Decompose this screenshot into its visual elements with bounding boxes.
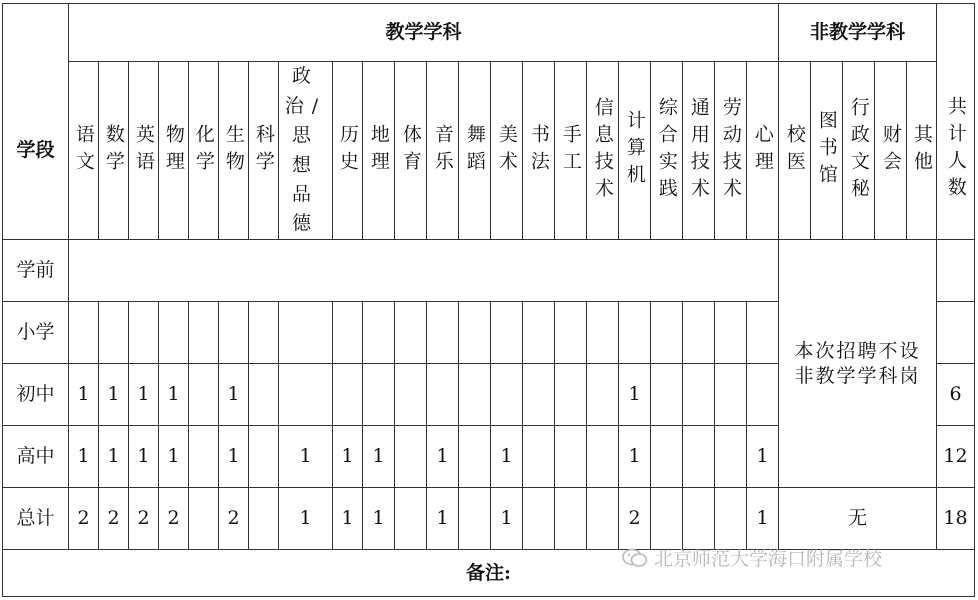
table-cell: 1 <box>619 364 651 426</box>
subject-header: 美术 <box>491 62 523 240</box>
stage-label: 高中 <box>3 426 69 488</box>
table-cell: 1 <box>279 488 333 550</box>
table-cell <box>279 364 333 426</box>
subject-header: 音乐 <box>427 62 459 240</box>
table-cell: 1 <box>747 426 779 488</box>
row-total: 12 <box>937 426 975 488</box>
table-cell: 1 <box>279 426 333 488</box>
teaching-group-header: 教学学科 <box>69 4 779 62</box>
table-cell <box>651 364 683 426</box>
table-cell: 1 <box>129 426 159 488</box>
stage-label: 初中 <box>3 364 69 426</box>
table-cell: 2 <box>129 488 159 550</box>
stage-label: 总计 <box>3 488 69 550</box>
table-cell <box>459 426 491 488</box>
table-cell <box>587 488 619 550</box>
subject-header: 体育 <box>395 62 427 240</box>
table-cell <box>459 364 491 426</box>
non-teaching-subject-header: 行政文秘 <box>843 62 875 240</box>
table-cell: 1 <box>747 488 779 550</box>
non-teaching-subject-header: 财会 <box>875 62 907 240</box>
subject-header: 通用技术 <box>683 62 715 240</box>
total-corner-cell <box>937 4 975 62</box>
table-cell <box>651 302 683 364</box>
table-cell: 1 <box>99 426 129 488</box>
table-cell: 2 <box>159 488 189 550</box>
table-cell: 2 <box>99 488 129 550</box>
table-cell <box>395 426 427 488</box>
table-cell <box>747 302 779 364</box>
table-cell: 1 <box>69 426 99 488</box>
watermark <box>622 544 882 571</box>
table-cell <box>651 426 683 488</box>
subject-header: 综合实践 <box>651 62 683 240</box>
table-cell <box>129 302 159 364</box>
table-cell: 1 <box>427 426 459 488</box>
table-cell <box>587 426 619 488</box>
subject-header: 英语 <box>129 62 159 240</box>
table-cell <box>189 488 219 550</box>
table-cell <box>69 302 99 364</box>
table-cell <box>427 364 459 426</box>
subject-header: 物理 <box>159 62 189 240</box>
group-header-row <box>3 4 975 62</box>
wechat-icon <box>622 548 648 568</box>
table-cell <box>523 426 555 488</box>
stage-header: 学段 <box>3 62 69 240</box>
table-cell <box>249 488 279 550</box>
table-cell <box>249 426 279 488</box>
non-teaching-subject-header: 图书馆 <box>811 62 843 240</box>
table-cell <box>395 364 427 426</box>
table-cell: 1 <box>219 364 249 426</box>
table-cell <box>491 302 523 364</box>
table-cell <box>555 488 587 550</box>
table-cell <box>747 364 779 426</box>
subject-header: 计算机 <box>619 62 651 240</box>
table-cell <box>427 302 459 364</box>
subject-header: 化学 <box>189 62 219 240</box>
table-cell <box>363 364 395 426</box>
table-cell: 1 <box>363 488 395 550</box>
table-cell <box>555 302 587 364</box>
table-cell <box>249 302 279 364</box>
table-cell: 1 <box>427 488 459 550</box>
table-cell: 1 <box>491 488 523 550</box>
subject-header: 手工 <box>555 62 587 240</box>
table-cell <box>683 364 715 426</box>
row-total: 6 <box>937 364 975 426</box>
watermark-text: 北京师范大学海口附属学校 <box>654 548 883 570</box>
table-cell <box>715 302 747 364</box>
table-cell <box>715 364 747 426</box>
table-cell <box>683 426 715 488</box>
table-cell: 1 <box>619 426 651 488</box>
corner-cell <box>3 4 69 62</box>
stage-label: 学前 <box>3 240 69 302</box>
table-cell <box>363 302 395 364</box>
row-total <box>937 302 975 364</box>
table-cell: 1 <box>333 426 363 488</box>
preschool-empty-cell <box>69 240 779 302</box>
table-cell: 1 <box>159 426 189 488</box>
table-cell <box>159 302 189 364</box>
table-cell <box>279 302 333 364</box>
subject-header: 政治/思想品德 <box>279 62 333 240</box>
stage-label: 小学 <box>3 302 69 364</box>
subject-header: 科学 <box>249 62 279 240</box>
table-cell <box>523 302 555 364</box>
subject-header: 心理 <box>747 62 779 240</box>
table-row <box>3 488 975 550</box>
table-cell <box>587 364 619 426</box>
table-cell <box>491 364 523 426</box>
table-cell: 1 <box>333 488 363 550</box>
table-cell: 2 <box>619 488 651 550</box>
table-cell: 1 <box>129 364 159 426</box>
table-cell <box>333 364 363 426</box>
table-cell <box>459 302 491 364</box>
table-cell <box>333 302 363 364</box>
non-teaching-group-header: 非教学学科 <box>779 4 937 62</box>
table-cell: 1 <box>159 364 189 426</box>
table-cell <box>683 302 715 364</box>
table-cell <box>587 302 619 364</box>
subject-header-row <box>3 62 975 240</box>
table-cell: 2 <box>219 488 249 550</box>
table-cell <box>99 302 129 364</box>
subject-header: 劳动技术 <box>715 62 747 240</box>
table-cell: 1 <box>363 426 395 488</box>
remarks-row: 备注: <box>3 550 975 597</box>
table-cell <box>715 488 747 550</box>
table-cell <box>249 364 279 426</box>
non-teaching-note: 本次招聘不设非教学学科岗 <box>779 240 937 488</box>
non-teaching-subject-header: 校医 <box>779 62 811 240</box>
subject-header: 生物 <box>219 62 249 240</box>
table-cell <box>189 364 219 426</box>
table-cell <box>683 488 715 550</box>
subject-header: 历史 <box>333 62 363 240</box>
table-cell: 1 <box>69 364 99 426</box>
table-cell <box>189 426 219 488</box>
table-cell: 1 <box>99 364 129 426</box>
table-cell: 2 <box>69 488 99 550</box>
table-cell: 1 <box>219 426 249 488</box>
table-cell: 1 <box>491 426 523 488</box>
total-header: 共计人数 <box>937 62 975 240</box>
subject-header: 舞蹈 <box>459 62 491 240</box>
subject-header: 语文 <box>69 62 99 240</box>
table-cell <box>715 426 747 488</box>
table-cell <box>459 488 491 550</box>
table-cell <box>523 488 555 550</box>
table-cell <box>651 488 683 550</box>
table-cell <box>619 302 651 364</box>
non-teaching-total: 无 <box>779 488 937 550</box>
row-total <box>937 240 975 302</box>
subject-header: 书法 <box>523 62 555 240</box>
table-cell <box>523 364 555 426</box>
table-cell <box>395 488 427 550</box>
row-total: 18 <box>937 488 975 550</box>
subject-header: 信息技术 <box>587 62 619 240</box>
table-cell <box>219 302 249 364</box>
table-cell <box>395 302 427 364</box>
non-teaching-subject-header: 其他 <box>907 62 937 240</box>
subject-header: 地理 <box>363 62 395 240</box>
subject-header: 数学 <box>99 62 129 240</box>
table-cell <box>555 364 587 426</box>
table-cell <box>555 426 587 488</box>
recruitment-table <box>2 3 975 597</box>
table-cell <box>189 302 219 364</box>
table-row <box>3 240 975 302</box>
